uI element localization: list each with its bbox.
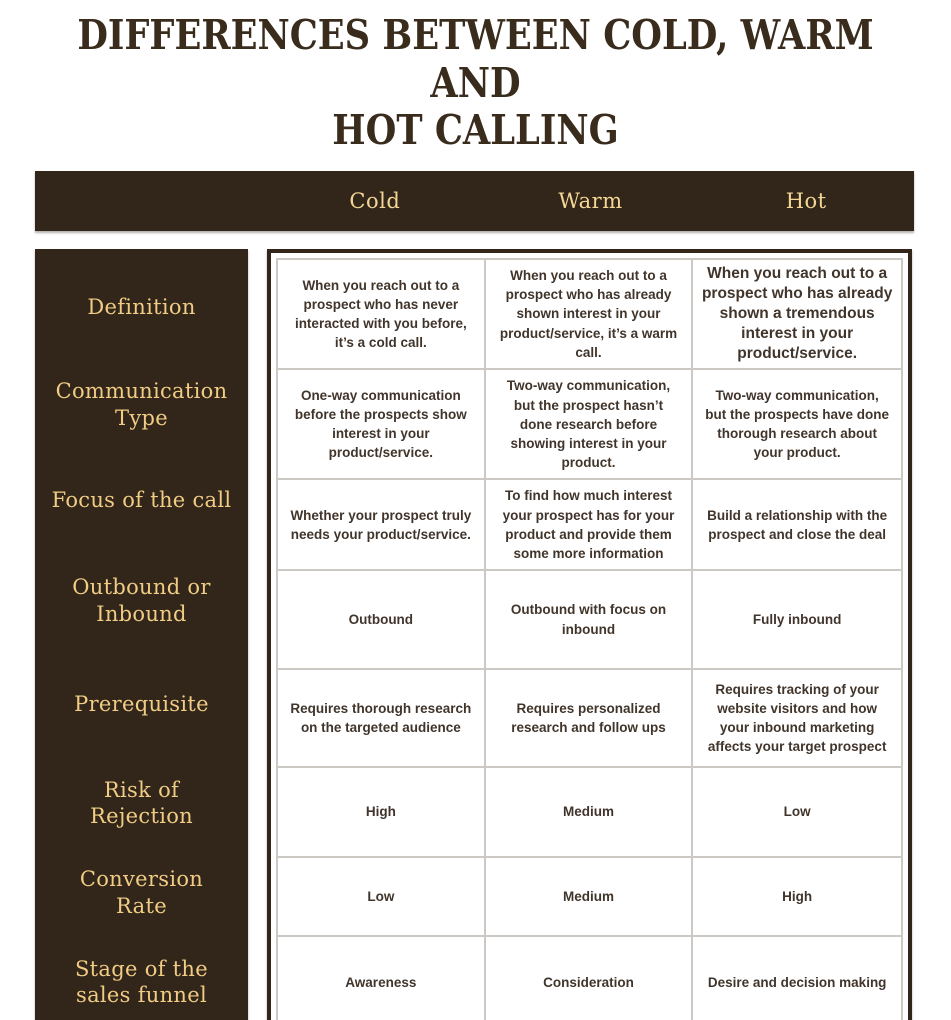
row-label-prerequisite: Prerequisite [74,692,209,717]
cell-prerequisite-cold: Requires thorough research on the targeted audience [278,670,486,769]
cell-prerequisite-hot: Requires tracking of your website visitors and how your inbound marketing affects your target prospect [693,670,901,769]
cell-outbound-or-inbound-hot: Fully inbound [693,571,901,670]
cell-focus-of-the-call-cold: Whether your prospect truly needs your product/service. [278,480,486,571]
cell-stage-of-sales-funnel-warm: Consideration [486,937,694,1020]
row-label-column [35,249,248,1020]
row-label-stage-of-sales-funnel: Stage of the sales funnel [75,956,208,1008]
page-title-line-1: DIFFERENCES BETWEEN COLD, WARM AND [77,11,874,107]
cell-definition-hot: When you reach out to a prospect who has already shown a tremendous interest in your product/service. [693,260,901,371]
column-header-hot: Hot [785,188,827,213]
row-label-outbound-or-inbound: Outbound or Inbound [72,575,211,626]
cell-conversion-rate-warm: Medium [486,858,694,938]
cell-stage-of-sales-funnel-cold: Awareness [278,937,486,1020]
cell-definition-cold: When you reach out to a prospect who has never interacted with you before, it’s a cold call. [278,260,486,371]
column-header-cold: Cold [349,188,401,213]
row-label-risk-of-rejection: Risk of Rejection [90,778,193,829]
cell-focus-of-the-call-hot: Build a relationship with the prospect and close the deal [693,480,901,571]
column-header-warm: Warm [558,188,623,213]
row-label-conversion-rate: Conversion Rate [79,867,204,918]
table-area [35,249,951,1020]
row-label-definition: Definition [87,295,196,319]
row-label-communication-type: Communication Type [55,379,228,430]
cell-definition-warm: When you reach out to a prospect who has already shown interest in your product/service, it’s a warm call. [486,260,694,371]
column-header-bar [35,171,914,231]
comparison-table [276,258,903,1020]
comparison-table-frame [267,249,912,1020]
page-title [67,12,885,155]
cell-outbound-or-inbound-warm: Outbound with focus on inbound [486,571,694,670]
cell-communication-type-hot: Two-way communication, but the prospects have done thorough research about your product. [693,370,901,480]
cell-focus-of-the-call-warm: To find how much interest your prospect has for your product and provide them some more information [486,480,694,571]
cell-risk-of-rejection-cold: High [278,768,486,857]
cell-outbound-or-inbound-cold: Outbound [278,571,486,670]
cell-conversion-rate-cold: Low [278,858,486,938]
cell-communication-type-warm: Two-way communication, but the prospect hasn’t done research before showing interest in your product. [486,370,694,480]
cell-risk-of-rejection-warm: Medium [486,768,694,857]
cell-prerequisite-warm: Requires personalized research and follow ups [486,670,694,769]
cell-conversion-rate-hot: High [693,858,901,938]
cell-risk-of-rejection-hot: Low [693,768,901,857]
cell-stage-of-sales-funnel-hot: Desire and decision making [693,937,901,1020]
cell-communication-type-cold: One-way communication before the prospects show interest in your product/service. [278,370,486,480]
row-label-focus-of-the-call: Focus of the call [51,488,232,513]
page-title-line-2: HOT CALLING [332,106,619,155]
